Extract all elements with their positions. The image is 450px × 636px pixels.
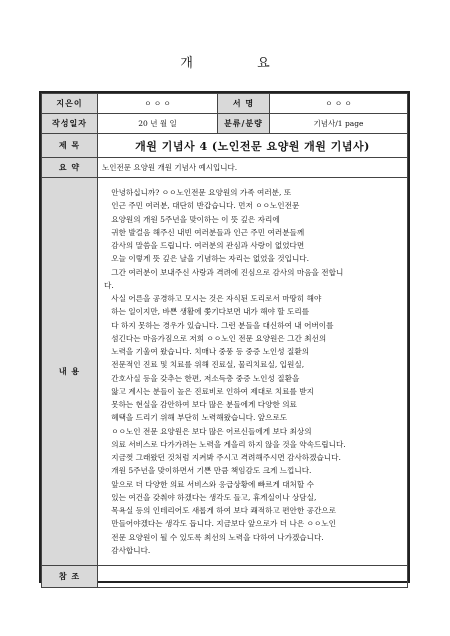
subject-label: 제 목 [42,134,98,158]
reference-row [42,566,408,588]
summary-label: 요 약 [42,158,98,178]
author-row [42,94,408,114]
author-label: 지은이 [42,94,98,114]
reference-value[interactable] [98,566,408,588]
summary-table [41,93,408,588]
subject-value[interactable]: 개원 기념사 4 (노인전문 요양원 개원 기념사) [98,134,408,158]
date-value[interactable]: 20 년 월 일 [98,114,218,134]
summary-row [42,158,408,178]
signer-value[interactable]: ㅇ ㅇ ㅇ [270,94,408,114]
content-row [42,178,408,566]
subject-row [42,134,408,158]
summary-sheet [39,91,410,583]
author-value[interactable]: ㅇ ㅇ ㅇ [98,94,218,114]
category-label: 분류/분량 [218,114,270,134]
document-title: 개 요 [180,56,300,71]
content-body[interactable]: 안녕하십니까? ㅇㅇ노인전문 요양원의 가족 여러분, 또 인근 주민 여러분, 대단히 반갑습니다. 먼저 ㅇㅇ노인전문 요양원의 개원 5주년을 맞이하는 이 뜻 깊은 자리에 귀한 발걸음 해주신 내빈 여러분들과 인근 주민 여러분들께 감사의 말씀을 드립니다. 여러분의 관심과 사랑이 없었다면 오늘 이렇게 뜻 깊은 날을 기념하는 자리는 없었을 것입니다. 그간 여러분이 보내주신 사랑과 격려에 진심으로 감사의 마음을 전합니 다. 사실 어른을 공경하고 모시는 것은 자식된 도리로서 마땅히 해야 하는 일이지만, 바쁜 생활에 쫓기다보면 내가 해야 할 도리를 다 하지 못하는 경우가 있습니다. 그런 분들을 대신하여 내 어버이를 섬긴다는 마음가짐으로 저희 ㅇㅇ노인 전문 요양원은 그간 최선의 노력을 기울여 왔습니다. 치매나 중풍 등 중증 노인성 질환의 전문적인 진료 및 치료를 위해 진료실, 물리치료실, 입원실, 간호사실 등을 갖추는 한편, 저소득층 중증 노인성 질환을 앓고 계시는 분들이 높은 진료비로 인하여 제대로 치료를 받지 못하는 현실을 감안하여 보다 많은 분들에게 다양한 의료 혜택을 드리기 위해 부단히 노력해왔습니다. 앞으로도 ㅇㅇ노인 전문 요양원은 보다 많은 어르신들에게 보다 최상의 의료 서비스로 다가가려는 노력을 게을리 하지 않을 것을 약속드립니다. 지금껏 그래왔던 것처럼 지켜봐 주시고 격려해주시면 감사하겠습니다. 개원 5주년을 맞이하면서 기쁜 만큼 책임감도 크게 느낍니다. 앞으로 더 다양한 의료 서비스와 응급상황에 빠르게 대처할 수 있는 여건을 갖춰야 하겠다는 생각도 들고, 휴게실이나 상담실, 목욕실 등의 인테리어도 새롭게 하여 보다 쾌적하고 편안한 공간으로 만들어야겠다는 생각도 듭니다. 지금보다 앞으로가 더 나은 ㅇㅇ노인 전문 요양원이 될 수 있도록 최선의 노력을 다하여 나가겠습니다. 감사합니다. [98,178,408,566]
date-row [42,114,408,134]
content-label: 내 용 [42,178,98,566]
category-value[interactable]: 기념사/1 page [270,114,408,134]
signer-label: 서 명 [218,94,270,114]
reference-label: 참 조 [42,566,98,588]
summary-value[interactable]: 노인전문 요양원 개원 기념사 예시입니다. [98,158,408,178]
date-label: 작성일자 [42,114,98,134]
